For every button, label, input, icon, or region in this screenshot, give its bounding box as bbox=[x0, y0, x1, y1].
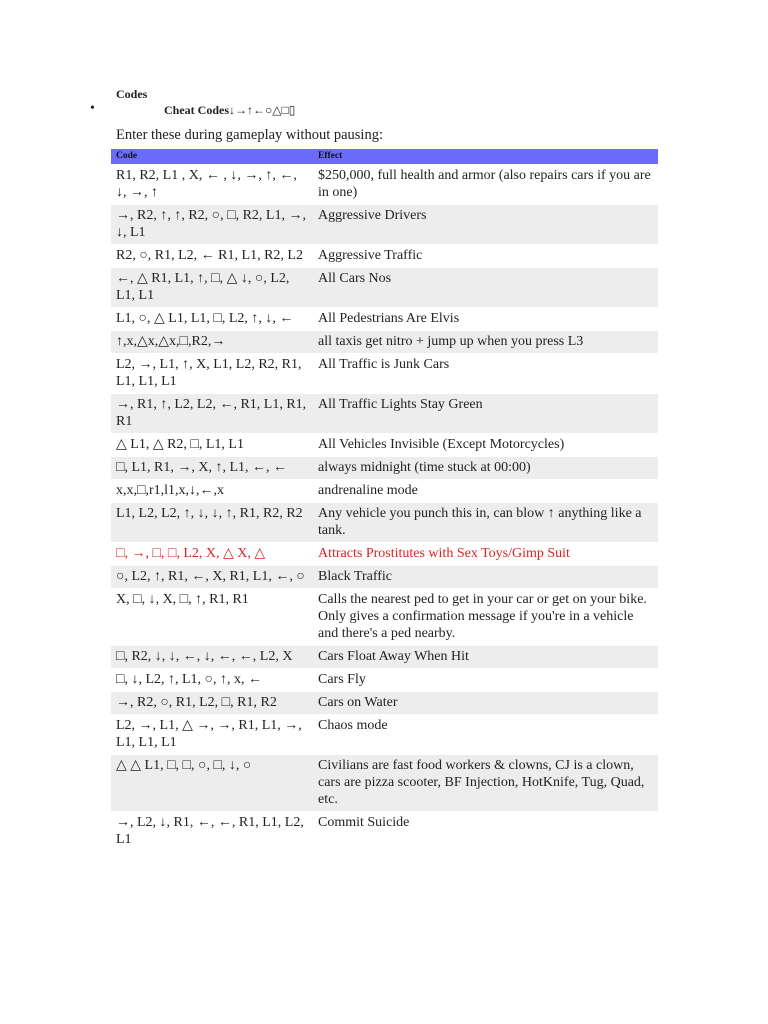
table-row bbox=[111, 503, 658, 542]
effect-cell: Chaos mode bbox=[318, 718, 388, 733]
effect-cell: Calls the nearest ped to get in your car or get on your bike. Only gives a confirmation message if you're in a vehicle and there's a ped nearby. bbox=[318, 592, 647, 641]
table-row bbox=[111, 245, 658, 267]
code-cell: ○, L2, ↑, R1, ←, X, R1, L1, ←, ○ bbox=[111, 566, 313, 588]
code-cell: x,x,□,r1,l1,x,↓,←,x bbox=[116, 483, 225, 498]
table-row bbox=[111, 394, 658, 433]
cheat-codes-table bbox=[111, 148, 658, 852]
table-header-row bbox=[111, 149, 658, 164]
table-row bbox=[111, 457, 658, 479]
table-row bbox=[111, 543, 658, 565]
effect-cell: All Traffic Lights Stay Green bbox=[313, 394, 658, 433]
effect-cell: Civilians are fast food workers & clowns, CJ is a clown, cars are pizza scooter, BF Injection, HotKnife, Tug, Quad, etc. bbox=[313, 755, 658, 811]
code-cell: △ L1, △ R2, □, L1, L1 bbox=[116, 437, 244, 452]
effect-cell: All Traffic is Junk Cars bbox=[318, 357, 450, 372]
effect-cell: All Vehicles Invisible (Except Motorcycles) bbox=[318, 437, 565, 452]
effect-cell: Cars on Water bbox=[313, 692, 658, 714]
code-cell: R1, R2, L1 , X, ← , ↓, →, ↑, ←, ↓, →, ↑ bbox=[116, 168, 297, 200]
header-effect: Effect bbox=[313, 149, 658, 164]
effect-cell: Any vehicle you punch this in, can blow ↑ anything like a tank. bbox=[313, 503, 658, 542]
code-cell: □, ↓, L2, ↑, L1, ○, ↑, x, ← bbox=[116, 672, 263, 687]
intro-text: Enter these during gameplay without pausing: bbox=[116, 127, 383, 143]
effect-cell: $250,000, full health and armor (also repairs cars if you are in one) bbox=[318, 168, 651, 200]
code-cell: →, L2, ↓, R1, ←, ←, R1, L1, L2, L1 bbox=[116, 815, 304, 847]
table-row bbox=[111, 646, 658, 668]
table-row bbox=[111, 715, 658, 754]
code-cell: →, R2, ○, R1, L2, □, R1, R2 bbox=[111, 692, 313, 714]
subheading: Cheat Codes↓→↑←○△□▯ bbox=[164, 103, 296, 117]
header-code: Code bbox=[111, 149, 313, 164]
table-row bbox=[111, 268, 658, 307]
table-row bbox=[111, 480, 658, 502]
effect-cell: All Cars Nos bbox=[313, 268, 658, 307]
table-row bbox=[111, 566, 658, 588]
code-cell: R2, ○, R1, L2, ← R1, L1, R2, L2 bbox=[116, 248, 303, 263]
table-row bbox=[111, 165, 658, 204]
table-row bbox=[111, 434, 658, 456]
code-cell: □, R2, ↓, ↓, ←, ↓, ←, ←, L2, X bbox=[111, 646, 313, 668]
table-row bbox=[111, 205, 658, 244]
effect-cell: always midnight (time stuck at 00:00) bbox=[313, 457, 658, 479]
code-cell: →, R2, ↑, ↑, R2, ○, □, R2, L1, →, ↓, L1 bbox=[111, 205, 313, 244]
effect-cell: Cars Fly bbox=[318, 672, 366, 687]
effect-cell: Attracts Prostitutes with Sex Toys/Gimp Suit bbox=[318, 546, 570, 561]
effect-cell: Cars Float Away When Hit bbox=[313, 646, 658, 668]
code-cell: X, □, ↓, X, □, ↑, R1, R1 bbox=[116, 592, 249, 607]
effect-cell: All Pedestrians Are Elvis bbox=[318, 311, 460, 326]
effect-cell: Aggressive Traffic bbox=[318, 248, 423, 263]
table-row bbox=[111, 308, 658, 330]
effect-cell: Aggressive Drivers bbox=[313, 205, 658, 244]
code-cell: L1, L2, L2, ↑, ↓, ↓, ↑, R1, R2, R2 bbox=[111, 503, 313, 542]
effect-cell: andrenaline mode bbox=[318, 483, 418, 498]
table-row bbox=[111, 755, 658, 811]
table-body bbox=[111, 165, 658, 851]
code-cell: L1, ○, △ L1, L1, □, L2, ↑, ↓, ← bbox=[116, 311, 294, 326]
code-cell: □, →, □, □, L2, X, △ X, △ bbox=[116, 546, 266, 561]
effect-cell: Commit Suicide bbox=[318, 815, 410, 830]
code-cell: ↑,x,△x,△x,□,R2,→ bbox=[111, 331, 313, 353]
table-row bbox=[111, 589, 658, 645]
table-row bbox=[111, 812, 658, 851]
code-cell: L2, →, L1, △ →, →, R1, L1, →, L1, L1, L1 bbox=[116, 718, 302, 750]
code-cell: →, R1, ↑, L2, L2, ←, R1, L1, R1, R1 bbox=[111, 394, 313, 433]
code-cell: L2, →, L1, ↑, X, L1, L2, R2, R1, L1, L1, L1 bbox=[116, 357, 302, 389]
bullet-icon: • bbox=[90, 101, 95, 116]
table-row bbox=[111, 331, 658, 353]
table-row bbox=[111, 692, 658, 714]
table-row bbox=[111, 669, 658, 691]
table-row bbox=[111, 354, 658, 393]
code-cell: △ △ L1, □, □, ○, □, ↓, ○ bbox=[111, 755, 313, 811]
section-heading: Codes bbox=[116, 87, 148, 101]
effect-cell: Black Traffic bbox=[313, 566, 658, 588]
code-cell: □, L1, R1, →, X, ↑, L1, ←, ← bbox=[111, 457, 313, 479]
code-cell: ←, △ R1, L1, ↑, □, △ ↓, ○, L2, L1, L1 bbox=[111, 268, 313, 307]
effect-cell: all taxis get nitro + jump up when you press L3 bbox=[313, 331, 658, 353]
